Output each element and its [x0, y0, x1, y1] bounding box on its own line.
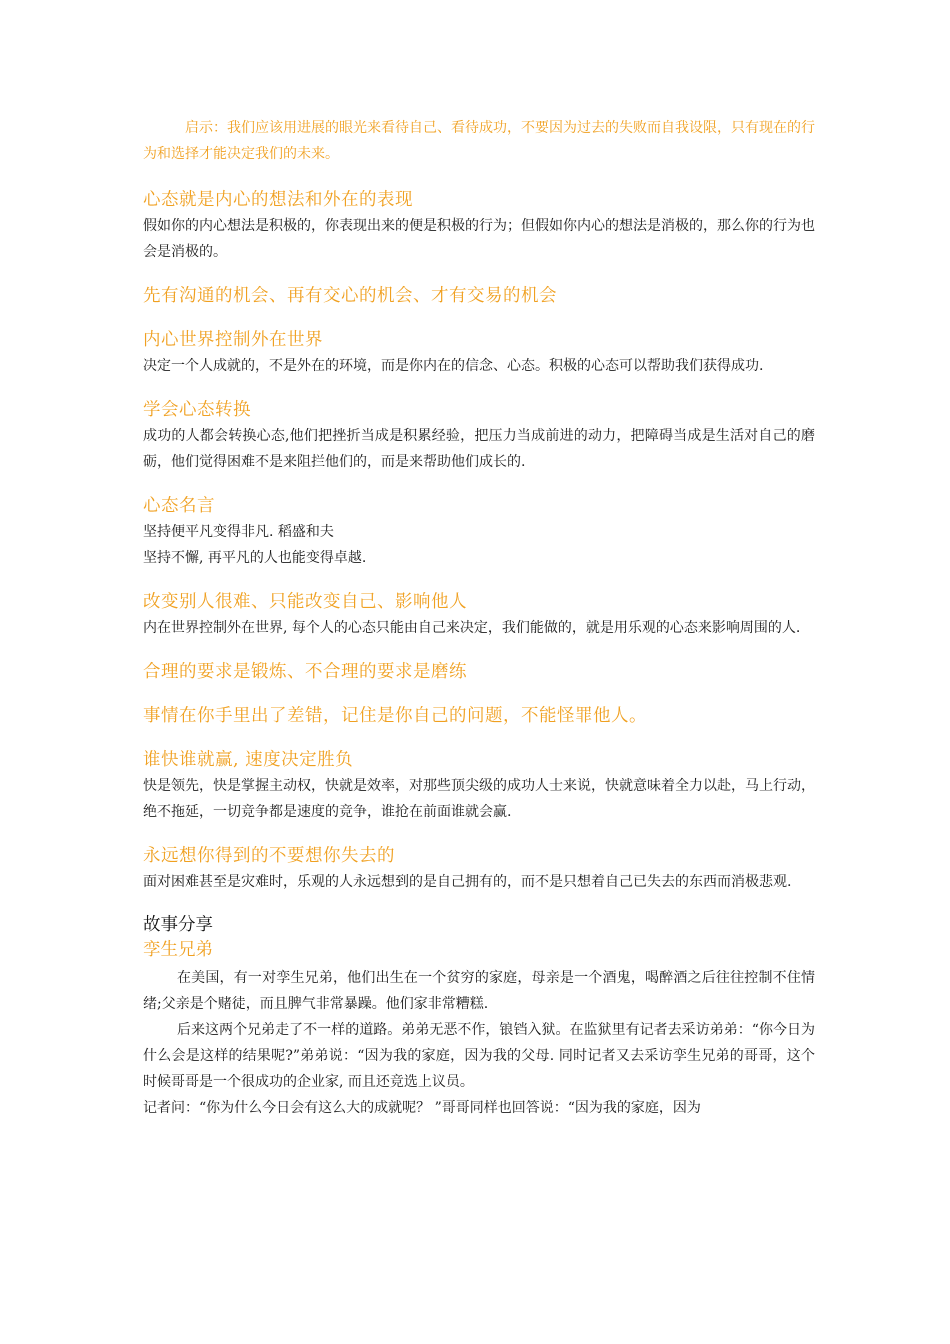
section-heading: 先有沟通的机会、再有交心的机会、才有交易的机会	[143, 286, 557, 306]
story-title: 故事分享	[143, 915, 213, 935]
section-gain-not-loss	[143, 843, 815, 895]
section-body: 快是领先，快是掌握主动权，快就是效率，对那些顶尖级的成功人士来说，快就意味着全力以赴，马上行动，绝不拖延，一切竞争都是速度的竞争，谁抢在前面谁就会赢.	[143, 778, 815, 820]
story-paragraph: 后来这两个兄弟走了不一样的道路。弟弟无恶不作，锒铛入狱。在监狱里有记者去采访弟弟：“你今日为什么会是这样的结果呢?”弟弟说：“因为我的家庭，因为我的父母. 同时记者又去采访孪生兄弟的哥哥，这个时候哥哥是一个很成功的企业家, 而且还竞选上议员。	[143, 1022, 815, 1090]
story-paragraph: 在美国，有一对孪生兄弟，他们出生在一个贫穷的家庭，母亲是一个酒鬼，喝醉酒之后往往控制不住情绪;父亲是个赌徒，而且脾气非常暴躁。他们家非常糟糕.	[143, 970, 815, 1012]
story-subtitle: 孪生兄弟	[143, 940, 213, 960]
section-body: 内在世界控制外在世界, 每个人的心态只能由自己来决定，我们能做的，就是用乐观的心态来影响周围的人.	[143, 620, 801, 636]
section-responsibility	[143, 703, 815, 729]
section-heading: 内心世界控制外在世界	[143, 330, 323, 350]
section-inner-world	[143, 327, 815, 379]
story-section	[143, 913, 815, 1121]
section-change-yourself	[143, 589, 815, 641]
section-body: 决定一个人成就的，不是外在的环境，而是你内在的信念、心态。积极的心态可以帮助我们获得成功.	[143, 358, 764, 374]
section-heading: 永远想你得到的不要想你失去的	[143, 846, 395, 866]
quote-line: 坚持便平凡变得非凡. 稻盛和夫	[143, 524, 334, 540]
section-mindset-definition	[143, 187, 815, 265]
section-heading: 谁快谁就赢, 速度决定胜负	[143, 750, 354, 770]
section-heading: 心态就是内心的想法和外在的表现	[143, 190, 413, 210]
section-mindset-switch	[143, 397, 815, 475]
document-content	[143, 115, 815, 1121]
section-heading: 学会心态转换	[143, 400, 251, 420]
section-heading: 改变别人很难、只能改变自己、影响他人	[143, 592, 467, 612]
section-body: 假如你的内心想法是积极的，你表现出来的便是积极的行为；但假如你内心的想法是消极的，那么你的行为也会是消极的。	[143, 218, 815, 260]
section-requirements	[143, 659, 815, 685]
section-speed	[143, 747, 815, 825]
section-body: 面对困难甚至是灾难时，乐观的人永远想到的是自己拥有的，而不是只想着自己已失去的东西而消极悲观.	[143, 874, 792, 890]
section-heading: 合理的要求是锻炼、不合理的要求是磨练	[143, 662, 467, 682]
hint-paragraph: 启示：我们应该用进展的眼光来看待自己、看待成功，不要因为过去的失败而自我设限，只有现在的行为和选择才能决定我们的未来。	[143, 120, 815, 162]
section-heading: 心态名言	[143, 496, 215, 516]
section-communication	[143, 283, 815, 309]
section-heading: 事情在你手里出了差错，记住是你自己的问题，不能怪罪他人。	[143, 706, 647, 726]
section-body: 成功的人都会转换心态,他们把挫折当成是积累经验，把压力当成前进的动力，把障碍当成是生活对自己的磨砺，他们觉得困难不是来阻拦他们的，而是来帮助他们成长的.	[143, 428, 815, 470]
quote-line: 坚持不懈, 再平凡的人也能变得卓越.	[143, 550, 367, 566]
section-quotes	[143, 493, 815, 571]
story-last-line: 记者问：“你为什么今日会有这么大的成就呢？ ”哥哥同样也回答说：“因为我的家庭，因为	[143, 1100, 701, 1116]
